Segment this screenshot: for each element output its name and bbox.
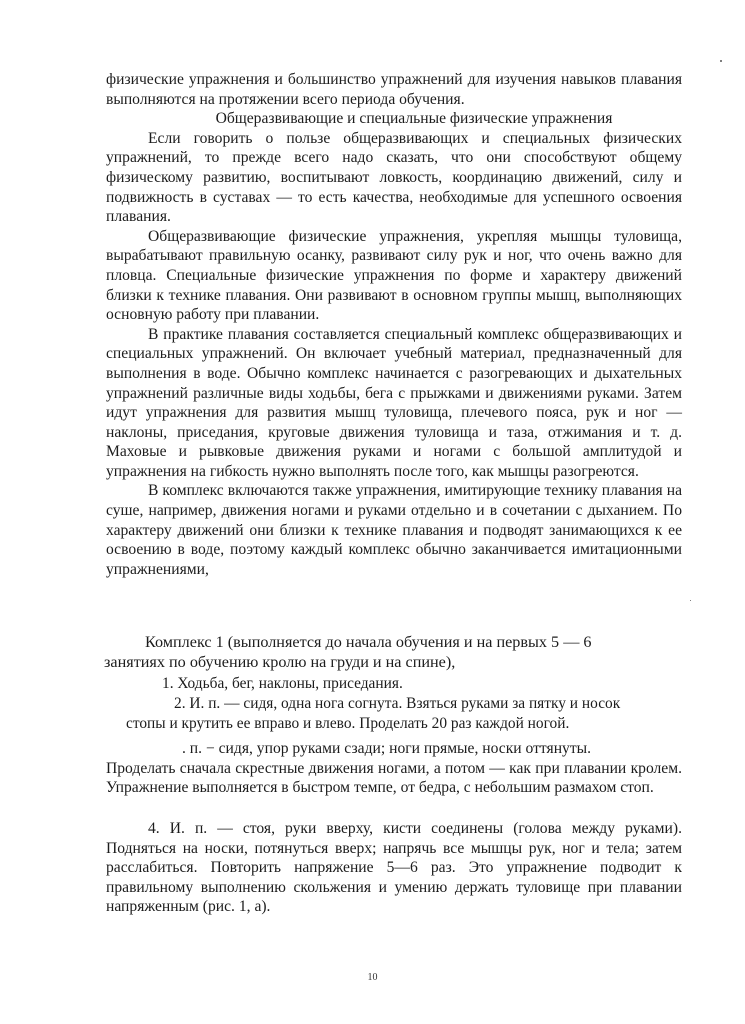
complex-heading-line: Комплекс 1 (выполняется до начала обучения и на первых 5 — 6: [145, 633, 592, 651]
list-item: 4. И. п. — стоя, руки вверху, кисти соединены (голова между руками). Подняться на носки, потянуться вверх; напрячь все мышцы рук, ног и тела; затем расслабиться. Повторить напряжение 5—6 раз. Это упражнение подводит к правильному выполнению скольжения и умению держать туловище при плавании напряженным (рис. 1, а).: [106, 820, 682, 916]
exercise-list: [104, 674, 684, 734]
scan-speck: [720, 60, 722, 62]
page-number: 10: [367, 972, 378, 983]
paragraph: Если говорить о пользе общеразвивающих и специальных физических упражнений, то прежде всего надо сказать, что они способствуют общему физическому развитию, воспитывают ловкость, координацию движений, силу и подвижность в суставах — то есть качества, необходимые для успешного освоения плавания.: [106, 129, 682, 226]
list-item-continuation: Проделать сначала скрестные движения ногами, а потом — как при плавании кролем. Упражнение выполняется в быстром темпе, от бедра, с небольшим размахом стоп.: [106, 759, 682, 797]
paragraph: В комплекс включаются также упражнения, имитирующие технику плавания на суше, например, движения ногами и руками отдельно и в сочетании с дыханием. По характеру движений они близки к технике плавания и подводят занимающихся к ее освоению в воде, поэтому каждый комплекс обычно заканчивается имитационными упражнениями,: [106, 482, 682, 578]
complex-heading: [104, 632, 664, 672]
section-heading: Общеразвивающие и специальные физические упражнения: [215, 110, 613, 128]
paragraph: Общеразвивающие физические упражнения, укрепляя мышцы туловища, вырабатывают правильную осанку, развивают силу рук и ног, что очень важно для пловца. Специальные физические упражнения по форме и характеру движений близки к технике плавания. Они развивают в основном группы мышц, выполняющих основную работу при плавании.: [106, 227, 682, 324]
complex-heading-line: занятиях по обучению кролю на груди и на спине),: [104, 653, 456, 671]
list-item: . п. − сидя, упор руками сзади; ноги прямые, носки оттянуты.: [182, 740, 592, 757]
list-item-continuation: стопы и крутить ее вправо и влево. Проделать 20 раз каждой ногой.: [126, 715, 570, 732]
exercise-item-4: [106, 819, 682, 917]
paragraph-continuation: физические упражнения и большинство упражнений для изучения навыков плавания выполняются на протяжении всего периода обучения.: [106, 71, 682, 108]
text-section-intro: [106, 70, 682, 579]
scan-speck: [690, 600, 691, 601]
list-item: 1. Ходьба, бег, наклоны, приседания.: [162, 675, 403, 692]
paragraph: В практике плавания составляется специальный комплекс общеразвивающих и специальных упражнений. Он включает учебный материал, предназначенный для выполнения в воде. Обычно комплекс начинается с разогревающих и дыхательных упражнений различные виды ходьбы, бега с прыжками и движениями руками. Затем идут упражнения для развития мышц туловища, плечевого пояса, рук и ног — наклоны, приседания, круговые движения туловища и таза, отжимания и т. д. Маховые и рывковые движения руками и ногами с большой амплитудой и упражнения на гибкость нужно выполнять после того, как мышцы разогреются.: [106, 325, 682, 480]
list-item: 2. И. п. — сидя, одна нога согнута. Взяться руками за пятку и носок: [174, 695, 621, 712]
exercise-item-3: [106, 739, 682, 798]
